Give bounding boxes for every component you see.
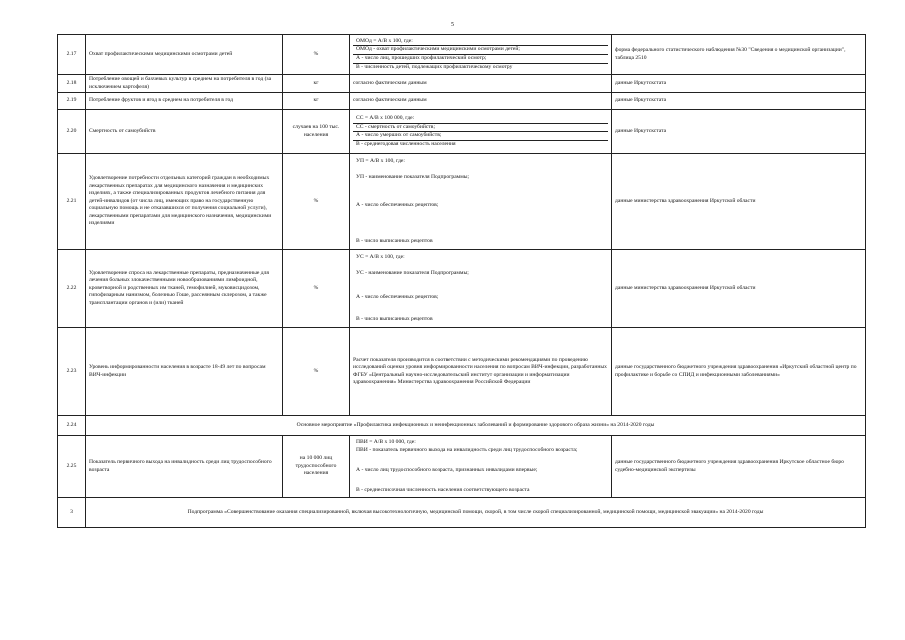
formula-line: УП = A/B x 100, где: — [356, 157, 405, 164]
data-source: данные министерства здравоохранения Иркутской области — [612, 250, 866, 328]
indicator-name: Удовлетворение спроса на лекарственные препараты, предназначенные для лечения больных злокачественными новообразованиями лимфоидной, кроветворной и родственных им тканей, гемофилией, муковисцидозом, гипофизарным нанизмом, болезнью Гоше, рассеянным склерозом, а также трансплантации органов и (или) тканей — [86, 250, 283, 328]
indicator-name: Охват профилактическими медицинскими осмотрами детей — [86, 35, 283, 75]
row-number: 2.23 — [58, 328, 86, 416]
row-number: 2.17 — [58, 35, 86, 75]
formula-line: В - число выписанных рецептов — [356, 315, 433, 322]
unit-of-measure: кг — [283, 93, 350, 110]
formula-line: СС = A/B x 100 000, где: — [353, 115, 608, 124]
formula-line: УП - наименование показателя Подпрограммы; — [356, 173, 470, 180]
formula-line: ПВИ = A/B x 10 000, где: — [356, 439, 416, 446]
row-number: 2.18 — [58, 75, 86, 93]
row-number: 2.20 — [58, 110, 86, 154]
indicator-name: Потребление овощей и бахчевых культур в среднем на потребителя в год (за исключением картофеля) — [86, 75, 283, 93]
unit-of-measure: случаев на 100 тыс. населения — [283, 110, 350, 154]
formula-line: ОМОд = A/B x 100, где: — [353, 38, 608, 47]
formula-cell — [350, 250, 612, 328]
indicator-name: Показатель первичного выхода на инвалидность среди лиц трудоспособного возраста — [86, 436, 283, 498]
table-row — [58, 436, 866, 498]
indicators-table — [57, 34, 866, 528]
row-number: 3 — [58, 498, 86, 528]
unit-of-measure: % — [283, 328, 350, 416]
indicator-name: Уровень информированности населения в возрасте 18-49 лет по вопросам ВИЧ-инфекции — [86, 328, 283, 416]
row-number: 2.22 — [58, 250, 86, 328]
table-row — [58, 75, 866, 93]
indicator-name: Потребление фруктов и ягод в среднем на потребителя в год — [86, 93, 283, 110]
indicator-name: Смертность от самоубийств — [86, 110, 283, 154]
formula-line: УС = A/B x 100, где: — [356, 253, 405, 260]
formula-cell: Расчет показателя производится в соответствии с методическими рекомендациями по проведению исследований оценки уровня информированности населения по вопросам ВИЧ-инфекции, разработанных ФГБУ «Центральный научно-исследовательский институт организации и информатизации здравоохранения» Министерства здравоохранения Российской Федерации — [350, 328, 612, 416]
formula-line: ПВИ - показатель первичного выхода на инвалидность среди лиц трудоспособного возраста; — [356, 446, 578, 453]
row-number: 2.19 — [58, 93, 86, 110]
table-row — [58, 110, 866, 154]
formula-cell — [350, 110, 612, 154]
table-row — [58, 154, 866, 250]
formula-line: В - среднесписочная численность населения соответствующего возраста — [356, 486, 530, 493]
formula-cell: согласно фактическим данным — [350, 75, 612, 93]
formula-line: ОМОд - охват профилактическими медицинскими осмотрами детей; — [353, 46, 608, 55]
formula-line: СС - смертность от самоубийств; — [353, 124, 608, 133]
data-source: данные министерства здравоохранения Иркутской области — [612, 154, 866, 250]
formula-line: А - число лиц трудоспособного возраста, признанных инвалидами впервые; — [356, 466, 538, 473]
formula-line: В - численность детей, подлежащих профилактическому осмотру — [356, 63, 513, 70]
row-number: 2.21 — [58, 154, 86, 250]
formula-line: А - число умерших от самоубийств; — [353, 132, 608, 141]
formula-cell: согласно фактическим данным — [350, 93, 612, 110]
table-row — [58, 416, 866, 436]
formula-line: УС - наименование показателя Подпрограммы; — [356, 269, 469, 276]
data-source: форма федерального статистического наблюдения №30 "Сведения о медицинской организации", таблица 2510 — [612, 35, 866, 75]
section-title: Основное мероприятие «Профилактика инфекционных и неинфекционных заболеваний и формирование здорового образа жизни» на 2014-2020 годы — [86, 416, 866, 436]
row-number: 2.24 — [58, 416, 86, 436]
table-row — [58, 498, 866, 528]
formula-cell — [350, 35, 612, 75]
data-source: данные Иркутскстата — [612, 110, 866, 154]
formula-cell — [350, 436, 612, 498]
row-number: 2.25 — [58, 436, 86, 498]
data-source: данные государственного бюджетного учреждения здравоохранения Иркутское областное бюро судебно-медицинской экспертизы — [612, 436, 866, 498]
table-row — [58, 93, 866, 110]
formula-line: В - число выписанных рецептов — [356, 237, 433, 244]
indicator-name: Удовлетворение потребности отдельных категорий граждан в необходимых лекарственных препаратах для медицинского назначения и медицинских изделиях, а также специализированных продуктов лечебного питания для детей-инвалидов (от числа лиц, имеющих право на государственную социальную помощь и не отказавшихся от получения социальной услуги), лекарственными препаратами для медицинского назначения, медицинскими изделиями — [86, 154, 283, 250]
table-row — [58, 35, 866, 75]
unit-of-measure: на 10 000 лиц трудоспособного населения — [283, 436, 350, 498]
table-row — [58, 328, 866, 416]
formula-line: В - среднегодовая численность населения — [356, 140, 456, 147]
page-number: 5 — [451, 22, 454, 28]
data-source: данные Иркутскстата — [612, 93, 866, 110]
formula-cell — [350, 154, 612, 250]
formula-line: А - число обеспеченных рецептов; — [356, 201, 439, 208]
unit-of-measure: % — [283, 154, 350, 250]
formula-line: А - число обеспеченных рецептов; — [356, 293, 439, 300]
table-row — [58, 250, 866, 328]
data-source: данные Иркутскстата — [612, 75, 866, 93]
unit-of-measure: % — [283, 250, 350, 328]
section-title: Подпрограмма «Совершенствование оказания специализированной, включая высокотехнологичную, медицинской помощи, скорой, в том числе скорой специализированной, медицинской помощи, медицинской эвакуации» на 2014-2020 годы — [86, 498, 866, 528]
unit-of-measure: % — [283, 35, 350, 75]
data-source: данные государственного бюджетного учреждения здравоохранения «Иркутский областной центр по профилактике и борьбе со СПИД и инфекционными заболеваниями» — [612, 328, 866, 416]
unit-of-measure: кг — [283, 75, 350, 93]
formula-line: А - число лиц, прошедших профилактический осмотр; — [353, 55, 608, 64]
